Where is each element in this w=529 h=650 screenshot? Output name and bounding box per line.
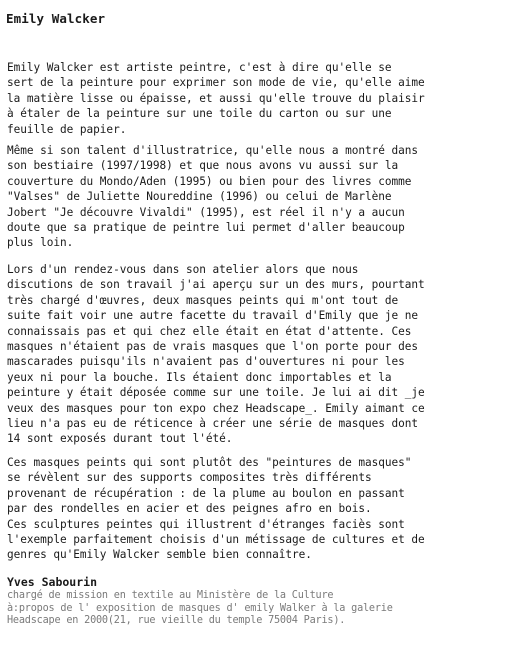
text-line: discutions de son travail j'ai aperçu sur un des murs, pourtant — [7, 278, 425, 292]
text-line: Ces masques peints qui sont plutôt des "peintures de masques" — [7, 456, 412, 469]
text-line: son bestiaire (1997/1998) et que nous avons vu aussi sur la — [7, 159, 399, 173]
exhibition-line: à:propos de l' exposition de masques d' emily Walker à la galerie — [7, 602, 393, 614]
text-line: Emily Walcker est artiste peintre, c'est à dire qu'elle se — [7, 61, 392, 74]
signature-block — [7, 575, 522, 628]
text-line: doute que sa pratique de peintre lui permet d'aller beaucoup — [7, 220, 405, 234]
text-line: par des rondelles en acier et des peignes afro en bois. — [7, 502, 372, 516]
text-line: "Valses" de Juliette Noureddine (1996) ou celui de Marlène — [7, 190, 392, 204]
text-line: peinture y était déposée comme sur une toile. Je lui ai dit _je — [7, 386, 425, 400]
text-line: se révèlent sur des supports composites très différents — [7, 471, 372, 485]
text-line: plus loin. — [7, 236, 74, 250]
text-line: Même si son talent d'illustratrice, qu'elle nous a montré dans — [7, 144, 418, 157]
text-line: connaissais pas et qui chez elle était en état d'attente. Ces — [7, 324, 412, 338]
text-line: couverture du Mondo/Aden (1995) ou bien pour des livres comme — [7, 174, 412, 188]
gallery-address-line: Headscape en 2000(21, rue vieille du temple 75004 Paris). — [7, 615, 346, 626]
text-line: genres qu'Emily Walcker semble bien connaître. — [7, 548, 312, 562]
text-line: suite fait voir une autre facette du travail d'Emily que je ne — [7, 309, 418, 323]
text-line: provenant de récupération : de la plume au boulon en passant — [7, 486, 405, 500]
paragraph-2 — [7, 143, 522, 251]
author-name: Yves Sabourin — [7, 575, 98, 589]
text-line: la matière lisse ou épaisse, et aussi qu'elle trouve du plaisir — [7, 91, 425, 105]
text-line: très chargé d'œuvres, deux masques peints qui m'ont tout de — [7, 293, 399, 307]
author-role-line: chargé de mission en textile au Ministère de la Culture — [7, 590, 334, 601]
document-title: Emily Walcker — [6, 11, 106, 26]
text-line: mascarades puisqu'ils n'avaient pas d'ouvertures ni pour les — [7, 355, 405, 369]
text-line: Lors d'un rendez-vous dans son atelier alors que nous — [7, 263, 359, 276]
text-line: sert de la peinture pour exprimer son mode de vie, qu'elle aime — [7, 76, 425, 90]
text-line: l'exemple parfaitement choisis d'un métissage de cultures et de — [7, 532, 425, 546]
text-line: yeux ni pour la bouche. Ils étaient donc importables et la — [7, 370, 392, 384]
text-line: 14 sont exposés durant tout l'été. — [7, 432, 233, 446]
text-line: Jobert "Je découvre Vivaldi" (1995), est réel il n'y a aucun — [7, 205, 405, 219]
paragraph-4 — [7, 455, 522, 563]
text-line: masques n'étaient pas de vrais masques que l'on porte pour des — [7, 339, 418, 353]
paragraph-3 — [7, 262, 522, 447]
text-line: veux des masques pour ton expo chez Headscape_. Emily aimant ce — [7, 401, 425, 415]
text-line: feuille de papier. — [7, 122, 127, 136]
text-line: lieu n'a pas eu de réticence à créer une série de masques dont — [7, 416, 418, 430]
text-line: à étaler de la peinture sur une toile du carton ou sur une — [7, 107, 392, 121]
paragraph-1 — [7, 60, 522, 137]
text-line: Ces sculptures peintes qui illustrent d'étranges faciès sont — [7, 517, 405, 531]
